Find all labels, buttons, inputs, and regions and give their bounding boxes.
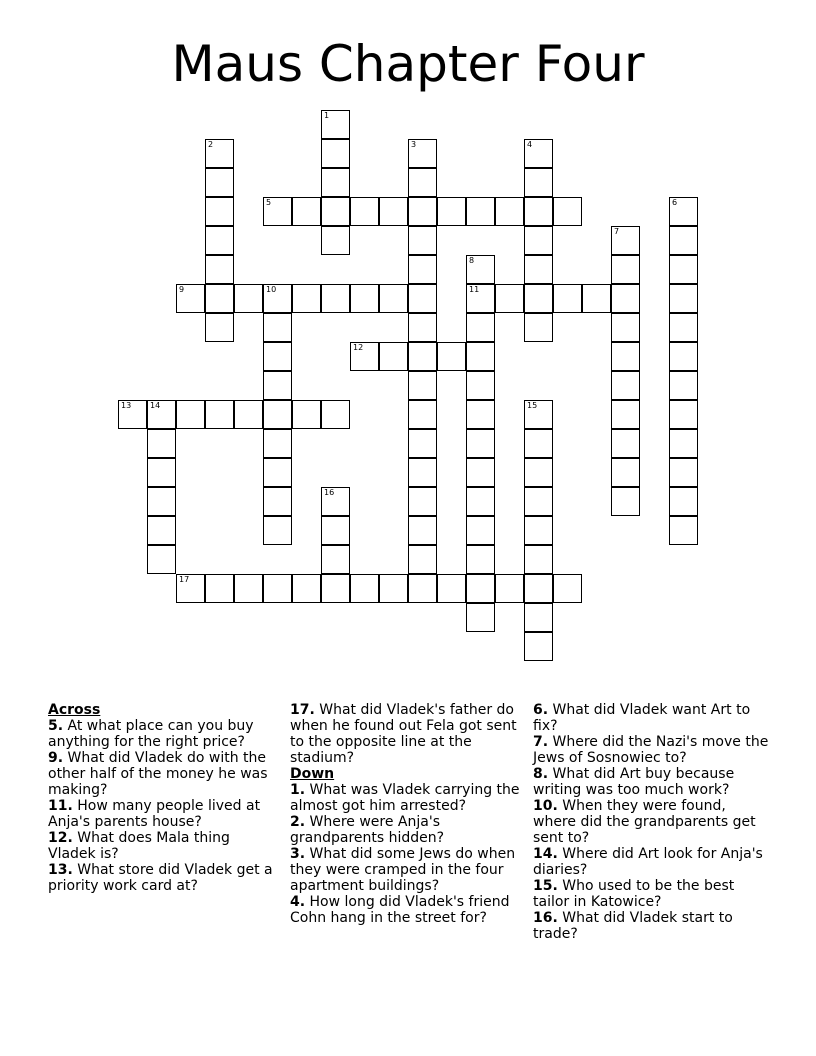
clue-down-16: 16. What did Vladek start to trade? [533,910,733,942]
grid-cell[interactable] [321,574,350,603]
grid-cell[interactable] [553,284,582,313]
grid-cell[interactable] [263,371,292,400]
clue-down-3: 3. What did some Jews do when they were cramped in the four apartment buildings? [290,846,516,894]
grid-cell[interactable] [379,342,408,371]
grid-cell[interactable] [466,284,495,313]
clue-down-7: 7. Where did the Nazi's move the Jews of Sosnowiec to? [533,734,769,766]
grid-cell[interactable] [263,516,292,545]
clue-across-11: 11. How many people lived at Anja's parents house? [48,798,261,830]
grid-cell[interactable] [205,168,234,197]
cell-number: 6 [672,198,678,207]
grid-cell[interactable] [669,371,698,400]
cell-number: 16 [324,488,335,497]
clue-across-13: 13. What store did Vladek get a priority work card at? [48,862,273,894]
grid-cell[interactable] [321,168,350,197]
cell-number: 4 [527,140,533,149]
grid-cell[interactable] [524,400,553,429]
grid-cell[interactable] [466,458,495,487]
grid-cell[interactable] [524,487,553,516]
grid-cell[interactable] [408,487,437,516]
grid-cell[interactable] [466,603,495,632]
clue-across-5: 5. At what place can you buy anything for the right price? [48,718,254,750]
grid-cell[interactable] [263,313,292,342]
grid-cell[interactable] [205,574,234,603]
grid-cell[interactable] [669,429,698,458]
grid-cell[interactable] [408,574,437,603]
grid-cell[interactable] [379,574,408,603]
grid-cell[interactable] [466,429,495,458]
grid-cell[interactable] [524,168,553,197]
grid-cell[interactable] [611,400,640,429]
grid-cell[interactable] [437,197,466,226]
grid-cell[interactable] [408,545,437,574]
grid-cell[interactable] [321,545,350,574]
grid-cell[interactable] [466,371,495,400]
cell-number: 11 [469,285,480,294]
grid-cell[interactable] [611,342,640,371]
grid-cell[interactable] [437,342,466,371]
cell-number: 7 [614,227,620,236]
grid-cell[interactable] [524,632,553,661]
clues-column-1 [48,702,280,894]
grid-cell[interactable] [669,516,698,545]
clue-down-15: 15. Who used to be the best tailor in Katowice? [533,878,735,910]
grid-cell[interactable] [408,458,437,487]
grid-cell[interactable] [669,226,698,255]
grid-cell[interactable] [669,313,698,342]
grid-cell[interactable] [321,516,350,545]
grid-cell[interactable] [495,197,524,226]
down-header: Down [290,766,335,782]
grid-cell[interactable] [321,110,350,139]
clue-down-4: 4. How long did Vladek's friend Cohn hang in the street for? [290,894,510,926]
cell-number: 9 [179,285,185,294]
grid-cell[interactable] [611,429,640,458]
grid-cell[interactable] [147,516,176,545]
grid-cell[interactable] [205,313,234,342]
grid-cell[interactable] [466,400,495,429]
grid-cell[interactable] [466,487,495,516]
grid-cell[interactable] [524,545,553,574]
grid-cell[interactable] [234,400,263,429]
grid-cell[interactable] [205,284,234,313]
grid-cell[interactable] [524,516,553,545]
grid-cell[interactable] [611,284,640,313]
cell-number: 1 [324,111,330,120]
across-header: Across [48,702,101,718]
grid-cell[interactable] [205,197,234,226]
grid-cell[interactable] [669,400,698,429]
grid-cell[interactable] [408,139,437,168]
grid-cell[interactable] [437,574,466,603]
cell-number: 17 [179,575,190,584]
grid-cell[interactable] [524,458,553,487]
grid-cell[interactable] [350,197,379,226]
grid-cell[interactable] [524,255,553,284]
grid-cell[interactable] [263,197,292,226]
grid-cell[interactable] [147,458,176,487]
grid-cell[interactable] [611,313,640,342]
grid-cell[interactable] [524,197,553,226]
grid-cell[interactable] [205,226,234,255]
grid-cell[interactable] [524,429,553,458]
grid-cell[interactable] [379,284,408,313]
clue-down-14: 14. Where did Art look for Anja's diaries? [533,846,763,878]
clue-down-10: 10. When they were found, where did the grandparents get sent to? [533,798,756,846]
grid-cell[interactable] [408,371,437,400]
grid-cell[interactable] [611,458,640,487]
grid-cell[interactable] [321,284,350,313]
grid-cell[interactable] [263,487,292,516]
grid-cell[interactable] [408,313,437,342]
grid-cell[interactable] [524,313,553,342]
grid-cell[interactable] [611,371,640,400]
grid-cell[interactable] [350,342,379,371]
grid-cell[interactable] [408,516,437,545]
grid-cell[interactable] [408,255,437,284]
grid-cell[interactable] [292,197,321,226]
grid-cell[interactable] [466,545,495,574]
grid-cell[interactable] [495,574,524,603]
grid-cell[interactable] [321,400,350,429]
grid-cell[interactable] [524,226,553,255]
cell-number: 13 [121,401,132,410]
grid-cell[interactable] [611,255,640,284]
clue-down-2: 2. Where were Anja's grandparents hidden? [290,814,445,846]
grid-cell[interactable] [553,197,582,226]
grid-cell[interactable] [147,545,176,574]
cell-number: 5 [266,198,272,207]
grid-cell[interactable] [669,255,698,284]
grid-cell[interactable] [263,400,292,429]
grid-cell[interactable] [408,226,437,255]
grid-cell[interactable] [147,400,176,429]
grid-cell[interactable] [408,168,437,197]
grid-cell[interactable] [321,197,350,226]
grid-cell[interactable] [263,429,292,458]
grid-cell[interactable] [263,458,292,487]
grid-cell[interactable] [205,255,234,284]
grid-cell[interactable] [669,284,698,313]
cell-number: 2 [208,140,214,149]
grid-cell[interactable] [176,574,205,603]
grid-cell[interactable] [176,284,205,313]
grid-cell[interactable] [379,197,408,226]
clue-down-1: 1. What was Vladek carrying the almost got him arrested? [290,782,520,814]
page-title: Maus Chapter Four [171,35,645,93]
grid-cell[interactable] [669,487,698,516]
clues-column-2 [290,702,526,926]
grid-cell[interactable] [553,574,582,603]
clues-column-3 [533,702,771,942]
grid-cell[interactable] [292,284,321,313]
grid-cell[interactable] [611,226,640,255]
grid-cell[interactable] [263,574,292,603]
cell-number: 8 [469,256,475,265]
grid-cell[interactable] [524,139,553,168]
clue-across-9: 9. What did Vladek do with the other half of the money he was making? [48,750,268,798]
cell-number: 15 [527,401,538,410]
grid-cell[interactable] [669,342,698,371]
grid-cell[interactable] [495,284,524,313]
cell-number: 3 [411,140,417,149]
grid-cell[interactable] [466,516,495,545]
grid-cell[interactable] [408,400,437,429]
grid-cell[interactable] [582,284,611,313]
grid-cell[interactable] [350,284,379,313]
grid-cell[interactable] [292,574,321,603]
grid-cell[interactable] [234,574,263,603]
grid-cell[interactable] [408,197,437,226]
grid-cell[interactable] [147,429,176,458]
grid-cell[interactable] [321,487,350,516]
grid-cell[interactable] [466,313,495,342]
clue-across-12: 12. What does Mala thing Vladek is? [48,830,230,862]
grid-cell[interactable] [234,284,263,313]
clue-down-6: 6. What did Vladek want Art to fix? [533,702,751,734]
grid-cell[interactable] [466,197,495,226]
grid-cell[interactable] [292,400,321,429]
grid-cell[interactable] [263,342,292,371]
grid-cell[interactable] [524,574,553,603]
clue-down-8: 8. What did Art buy because writing was too much work? [533,766,735,798]
grid-cell[interactable] [321,226,350,255]
grid-cell[interactable] [408,342,437,371]
grid-cell[interactable] [147,487,176,516]
grid-cell[interactable] [466,342,495,371]
grid-cell[interactable] [408,429,437,458]
grid-cell[interactable] [611,487,640,516]
grid-cell[interactable] [408,284,437,313]
grid-cell[interactable] [669,197,698,226]
grid-cell[interactable] [669,458,698,487]
grid-cell[interactable] [466,574,495,603]
grid-cell[interactable] [524,284,553,313]
grid-cell[interactable] [524,603,553,632]
cell-number: 14 [150,401,161,410]
grid-cell[interactable] [321,139,350,168]
clue-across-17: 17. What did Vladek's father do when he found out Fela got sent to the opposite line at the stadium? [290,702,517,766]
cell-number: 10 [266,285,277,294]
grid-cell[interactable] [205,139,234,168]
grid-cell[interactable] [176,400,205,429]
grid-cell[interactable] [205,400,234,429]
cell-number: 12 [353,343,364,352]
grid-cell[interactable] [118,400,147,429]
grid-cell[interactable] [466,255,495,284]
grid-cell[interactable] [350,574,379,603]
grid-cell[interactable] [263,284,292,313]
